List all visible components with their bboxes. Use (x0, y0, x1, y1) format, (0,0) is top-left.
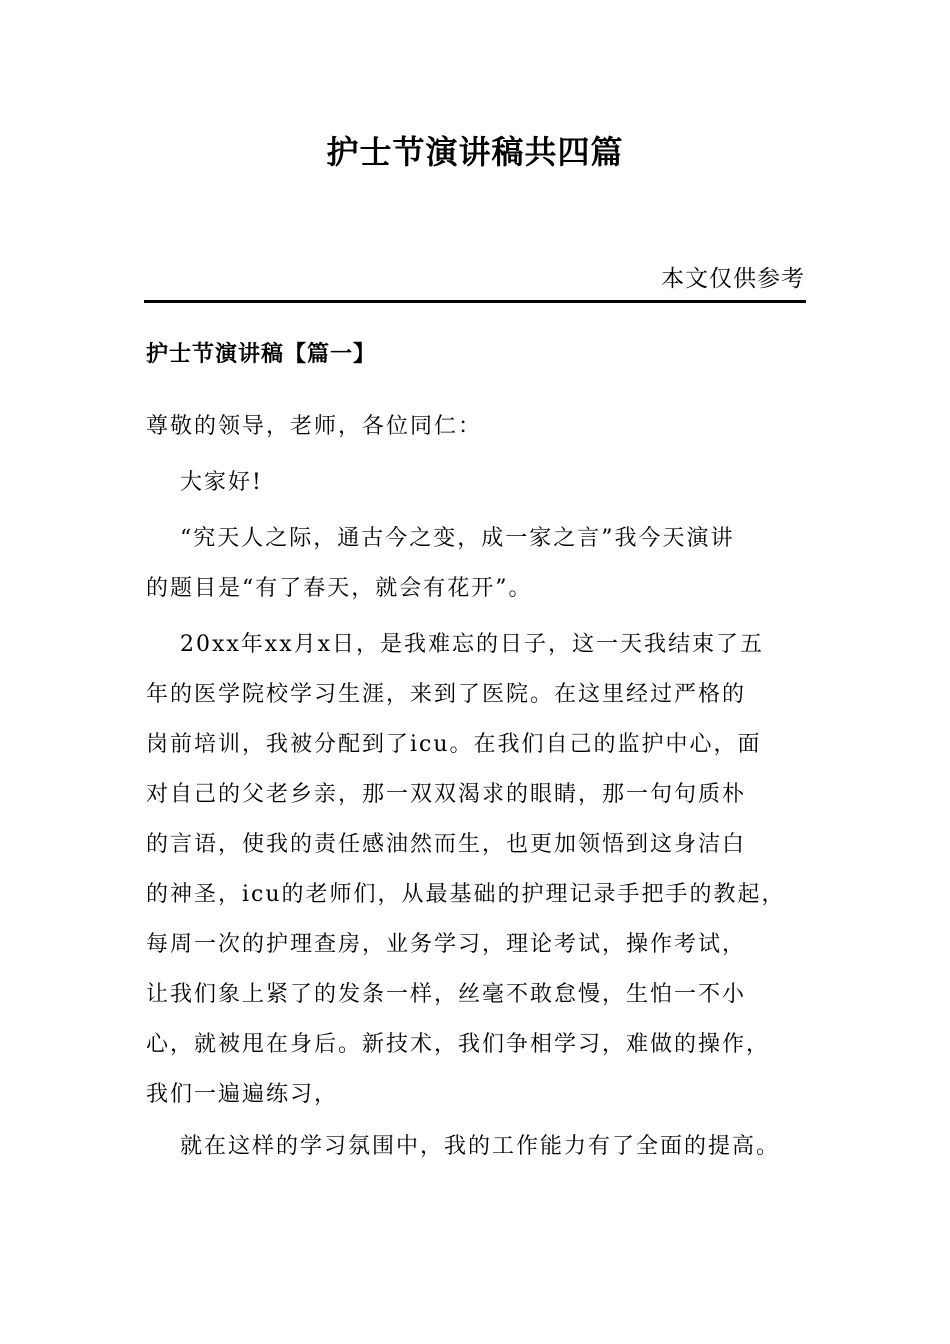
body-paragraph-2 (146, 620, 816, 1120)
paragraph-line: 让我们象上紧了的发条一样，丝毫不敢怠慢，生怕一不小 (146, 982, 747, 1007)
disclaimer-text: 本文仅供参考 (661, 266, 805, 292)
paragraph-line: 每周一次的护理查房，业务学习，理论考试，操作考试， (146, 932, 747, 957)
paragraph-line: 的题目是“有了春天，就会有花开”。 (146, 576, 533, 601)
body-paragraph-1 (146, 514, 816, 614)
paragraph-line: 的神圣，icu的老师们，从最基础的护理记录手把手的教起， (146, 882, 786, 907)
paragraph-line: 的言语，使我的责任感油然而生，也更加领悟到这身洁白 (146, 832, 747, 857)
body-paragraph-3 (146, 1122, 816, 1172)
greeting-paragraph (146, 458, 816, 508)
salutation-line: 尊敬的领导，老师，各位同仁： (146, 414, 483, 439)
document-title: 护士节演讲稿共四篇 (326, 133, 624, 171)
header-divider (144, 300, 806, 303)
paragraph-line: 就在这样的学习氛围中，我的工作能力有了全面的提高。 (180, 1134, 781, 1159)
salutation-paragraph (146, 402, 816, 452)
paragraph-line: 我们一遍遍练习， (146, 1082, 339, 1107)
paragraph-line: “究天人之际，通古今之变，成一家之言”我今天演讲 (180, 526, 735, 551)
paragraph-line: 岗前培训，我被分配到了icu。在我们自己的监护中心，面 (146, 732, 762, 757)
section-heading: 护士节演讲稿【篇一】 (146, 341, 377, 367)
paragraph-line: 对自己的父老乡亲，那一双双渴求的眼睛，那一句句质朴 (146, 782, 747, 807)
paragraph-line: 心，就被甩在身后。新技术，我们争相学习，难做的操作， (146, 1032, 771, 1057)
paragraph-line: 20xx年xx月x日，是我难忘的日子，这一天我结束了五 (180, 632, 765, 657)
paragraph-line: 年的医学院校学习生涯，来到了医院。在这里经过严格的 (146, 682, 747, 707)
greeting-line: 大家好! (180, 470, 263, 495)
